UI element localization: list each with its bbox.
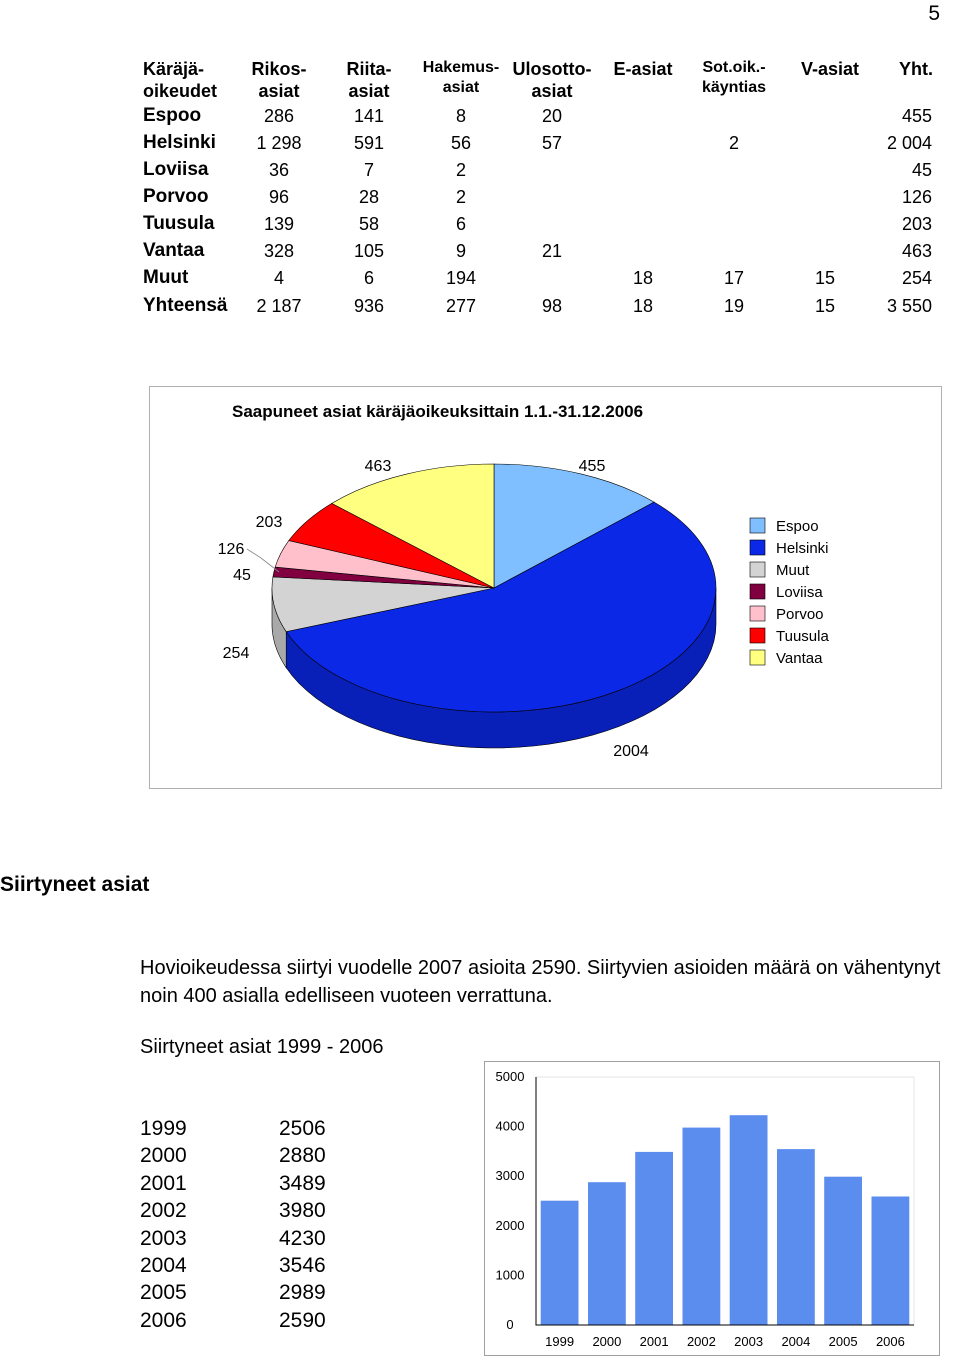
pie-value-label: 254 xyxy=(222,645,250,662)
table-header-cell xyxy=(423,58,499,98)
pie-chart xyxy=(149,386,942,789)
table-cell: 15 xyxy=(814,296,836,316)
legend-swatch xyxy=(750,584,765,599)
legend-swatch xyxy=(750,540,765,555)
y-tick-label: 4000 xyxy=(495,1118,525,1134)
pie-value-label: 463 xyxy=(364,458,392,475)
table-cell: 36 xyxy=(268,160,290,180)
pie-chart-title: Saapuneet asiat käräjäoikeuksittain 1.1.-31.12.2006 xyxy=(232,402,644,421)
list-value: 2506 xyxy=(279,1117,326,1140)
legend-swatch xyxy=(750,606,765,621)
legend-label: Espoo xyxy=(776,518,819,535)
row-label: Yhteensä xyxy=(143,295,228,316)
table-cell: 2 004 xyxy=(886,133,932,153)
table-header-cell xyxy=(801,58,859,80)
table-header-cell xyxy=(347,58,392,102)
table-cell: 203 xyxy=(901,214,932,234)
list-value: 2880 xyxy=(279,1144,326,1168)
table-cell: 18 xyxy=(632,268,654,288)
list-year: 2006 xyxy=(140,1308,187,1332)
bar-2003 xyxy=(730,1115,768,1325)
row-label: Espoo xyxy=(143,105,202,126)
y-tick-label: 3000 xyxy=(495,1168,525,1184)
table-cell: 2 xyxy=(728,133,740,153)
legend-label: Vantaa xyxy=(776,650,823,667)
list-year: 1999 xyxy=(140,1117,187,1140)
table-cell: 2 xyxy=(455,160,467,180)
table-cell: 139 xyxy=(263,214,295,234)
table-header-line: asiat xyxy=(531,81,573,101)
pie-value-label: 2004 xyxy=(613,743,649,760)
list-value: 3489 xyxy=(279,1171,326,1195)
table-cell: 126 xyxy=(901,187,932,207)
table-cell: 45 xyxy=(911,160,932,180)
list-value: 4230 xyxy=(279,1226,326,1250)
table-header-cell xyxy=(143,58,217,102)
legend-label: Muut xyxy=(776,562,810,579)
table-cell: 2 187 xyxy=(256,296,302,316)
table-cell: 19 xyxy=(723,296,745,316)
x-tick-label: 2002 xyxy=(686,1334,716,1349)
pie-value-label: 45 xyxy=(233,567,251,584)
table-cell: 18 xyxy=(632,296,654,316)
bar-2002 xyxy=(683,1128,721,1325)
table-header-line: asiat xyxy=(442,79,480,96)
table-cell: 28 xyxy=(358,187,380,207)
y-tick-label: 5000 xyxy=(495,1069,525,1084)
table-cell: 455 xyxy=(901,106,932,126)
x-tick-label: 2000 xyxy=(592,1334,622,1349)
table-cell: 6 xyxy=(363,268,375,288)
table-cell: 105 xyxy=(353,241,385,261)
table-cell: 1 298 xyxy=(256,133,302,153)
table-cell: 15 xyxy=(814,268,836,288)
section-heading: Siirtyneet asiat xyxy=(0,873,150,896)
y-tick-label: 2000 xyxy=(495,1217,525,1233)
bar-2001 xyxy=(635,1152,673,1325)
list-value: 3546 xyxy=(279,1254,326,1277)
table-cell: 98 xyxy=(541,296,563,316)
bar-2000 xyxy=(588,1182,626,1325)
list-year: 2004 xyxy=(140,1254,187,1277)
table-cell: 7 xyxy=(363,160,375,180)
row-label: Helsinki xyxy=(143,132,216,153)
courts-statistics-table xyxy=(0,0,960,330)
table-cell: 17 xyxy=(723,268,745,288)
legend-swatch xyxy=(750,518,765,533)
pie-value-label: 203 xyxy=(255,514,283,531)
row-label: Tuusula xyxy=(143,213,215,234)
list-year: 2001 xyxy=(140,1171,187,1195)
x-tick-label: 1999 xyxy=(545,1334,575,1349)
table-cell: 20 xyxy=(541,106,563,126)
legend-swatch xyxy=(750,562,765,577)
x-tick-label: 2003 xyxy=(734,1334,764,1349)
leader-line xyxy=(247,549,261,558)
list-year: 2005 xyxy=(140,1281,187,1305)
list-value: 2590 xyxy=(279,1308,326,1332)
table-cell: 21 xyxy=(541,241,563,261)
table-header-line: V-asiat xyxy=(800,59,860,79)
table-header-line: oikeudet xyxy=(143,81,218,101)
table-cell: 57 xyxy=(541,133,563,153)
bar-2004 xyxy=(777,1149,815,1325)
table-cell: 194 xyxy=(445,268,477,288)
table-header-line: Ulosotto- xyxy=(512,59,592,79)
y-tick-label: 1000 xyxy=(495,1267,525,1283)
section-paragraph: Hovioikeudessa siirtyi vuodelle 2007 asioita 2590. Siirtyvien asioiden määrä on vähentynyt noin 400 asialla edelliseen vuoteen verrattuna. xyxy=(140,957,941,1007)
x-tick-label: 2005 xyxy=(828,1334,858,1349)
table-header-line: käyntias xyxy=(701,79,767,96)
table-header-cell xyxy=(513,58,592,102)
table-cell: 3 550 xyxy=(886,296,932,316)
table-header-cell xyxy=(702,58,766,98)
bar-1999 xyxy=(541,1201,579,1325)
table-header-line: Yht. xyxy=(899,59,933,79)
table-cell: 6 xyxy=(455,214,467,234)
table-cell: 56 xyxy=(450,133,472,153)
table-header-line: Käräjä- xyxy=(143,59,205,79)
list-value: 2989 xyxy=(279,1281,326,1305)
list-title: Siirtyneet asiat 1999 - 2006 xyxy=(140,1036,384,1058)
x-tick-label: 2004 xyxy=(781,1334,811,1349)
pie-value-label: 126 xyxy=(217,541,245,558)
y-tick-label: 0 xyxy=(506,1317,514,1332)
table-cell: 463 xyxy=(901,241,932,261)
table-cell: 591 xyxy=(353,133,385,153)
legend-label: Porvoo xyxy=(776,606,824,623)
row-label: Porvoo xyxy=(143,186,209,207)
table-cell: 277 xyxy=(445,296,477,316)
table-header-line: Hakemus- xyxy=(422,59,500,76)
table-cell: 96 xyxy=(268,187,290,207)
row-label: Loviisa xyxy=(143,159,209,180)
list-year: 2003 xyxy=(140,1226,187,1250)
table-cell: 8 xyxy=(455,106,467,126)
table-cell: 254 xyxy=(901,268,932,288)
table-header-line: E-asiat xyxy=(613,59,673,79)
table-cell: 286 xyxy=(263,106,295,126)
list-year: 2000 xyxy=(140,1144,187,1168)
table-header-cell xyxy=(899,58,933,80)
list-value: 3980 xyxy=(279,1199,326,1223)
legend-label: Loviisa xyxy=(776,584,823,601)
page-number: 5 xyxy=(928,2,940,25)
row-label: Muut xyxy=(143,267,189,288)
pie-value-label: 455 xyxy=(578,458,606,475)
table-header-line: asiat xyxy=(258,81,300,101)
table-cell: 328 xyxy=(263,241,295,261)
legend-swatch xyxy=(750,628,765,643)
table-header-line: Sot.oik.- xyxy=(702,59,766,76)
table-cell: 9 xyxy=(455,241,467,261)
table-header-line: Rikos- xyxy=(251,59,307,79)
x-tick-label: 2006 xyxy=(875,1334,905,1349)
table-cell: 936 xyxy=(353,296,385,316)
legend-swatch xyxy=(750,650,765,665)
table-header-cell xyxy=(613,58,672,80)
table-header-line: asiat xyxy=(348,81,390,101)
table-cell: 2 xyxy=(455,187,467,207)
table-cell: 58 xyxy=(358,214,380,234)
bar-2005 xyxy=(824,1177,862,1325)
x-tick-label: 2001 xyxy=(639,1334,669,1349)
bar-chart xyxy=(484,1061,940,1356)
table-cell: 4 xyxy=(273,268,285,288)
legend-label: Tuusula xyxy=(776,628,829,645)
legend-label: Helsinki xyxy=(776,540,829,557)
bar-2006 xyxy=(872,1197,910,1326)
row-label: Vantaa xyxy=(143,240,205,261)
table-cell: 141 xyxy=(353,106,385,126)
table-header-cell xyxy=(251,58,306,102)
list-year: 2002 xyxy=(140,1199,187,1223)
table-header-line: Riita- xyxy=(346,59,392,79)
